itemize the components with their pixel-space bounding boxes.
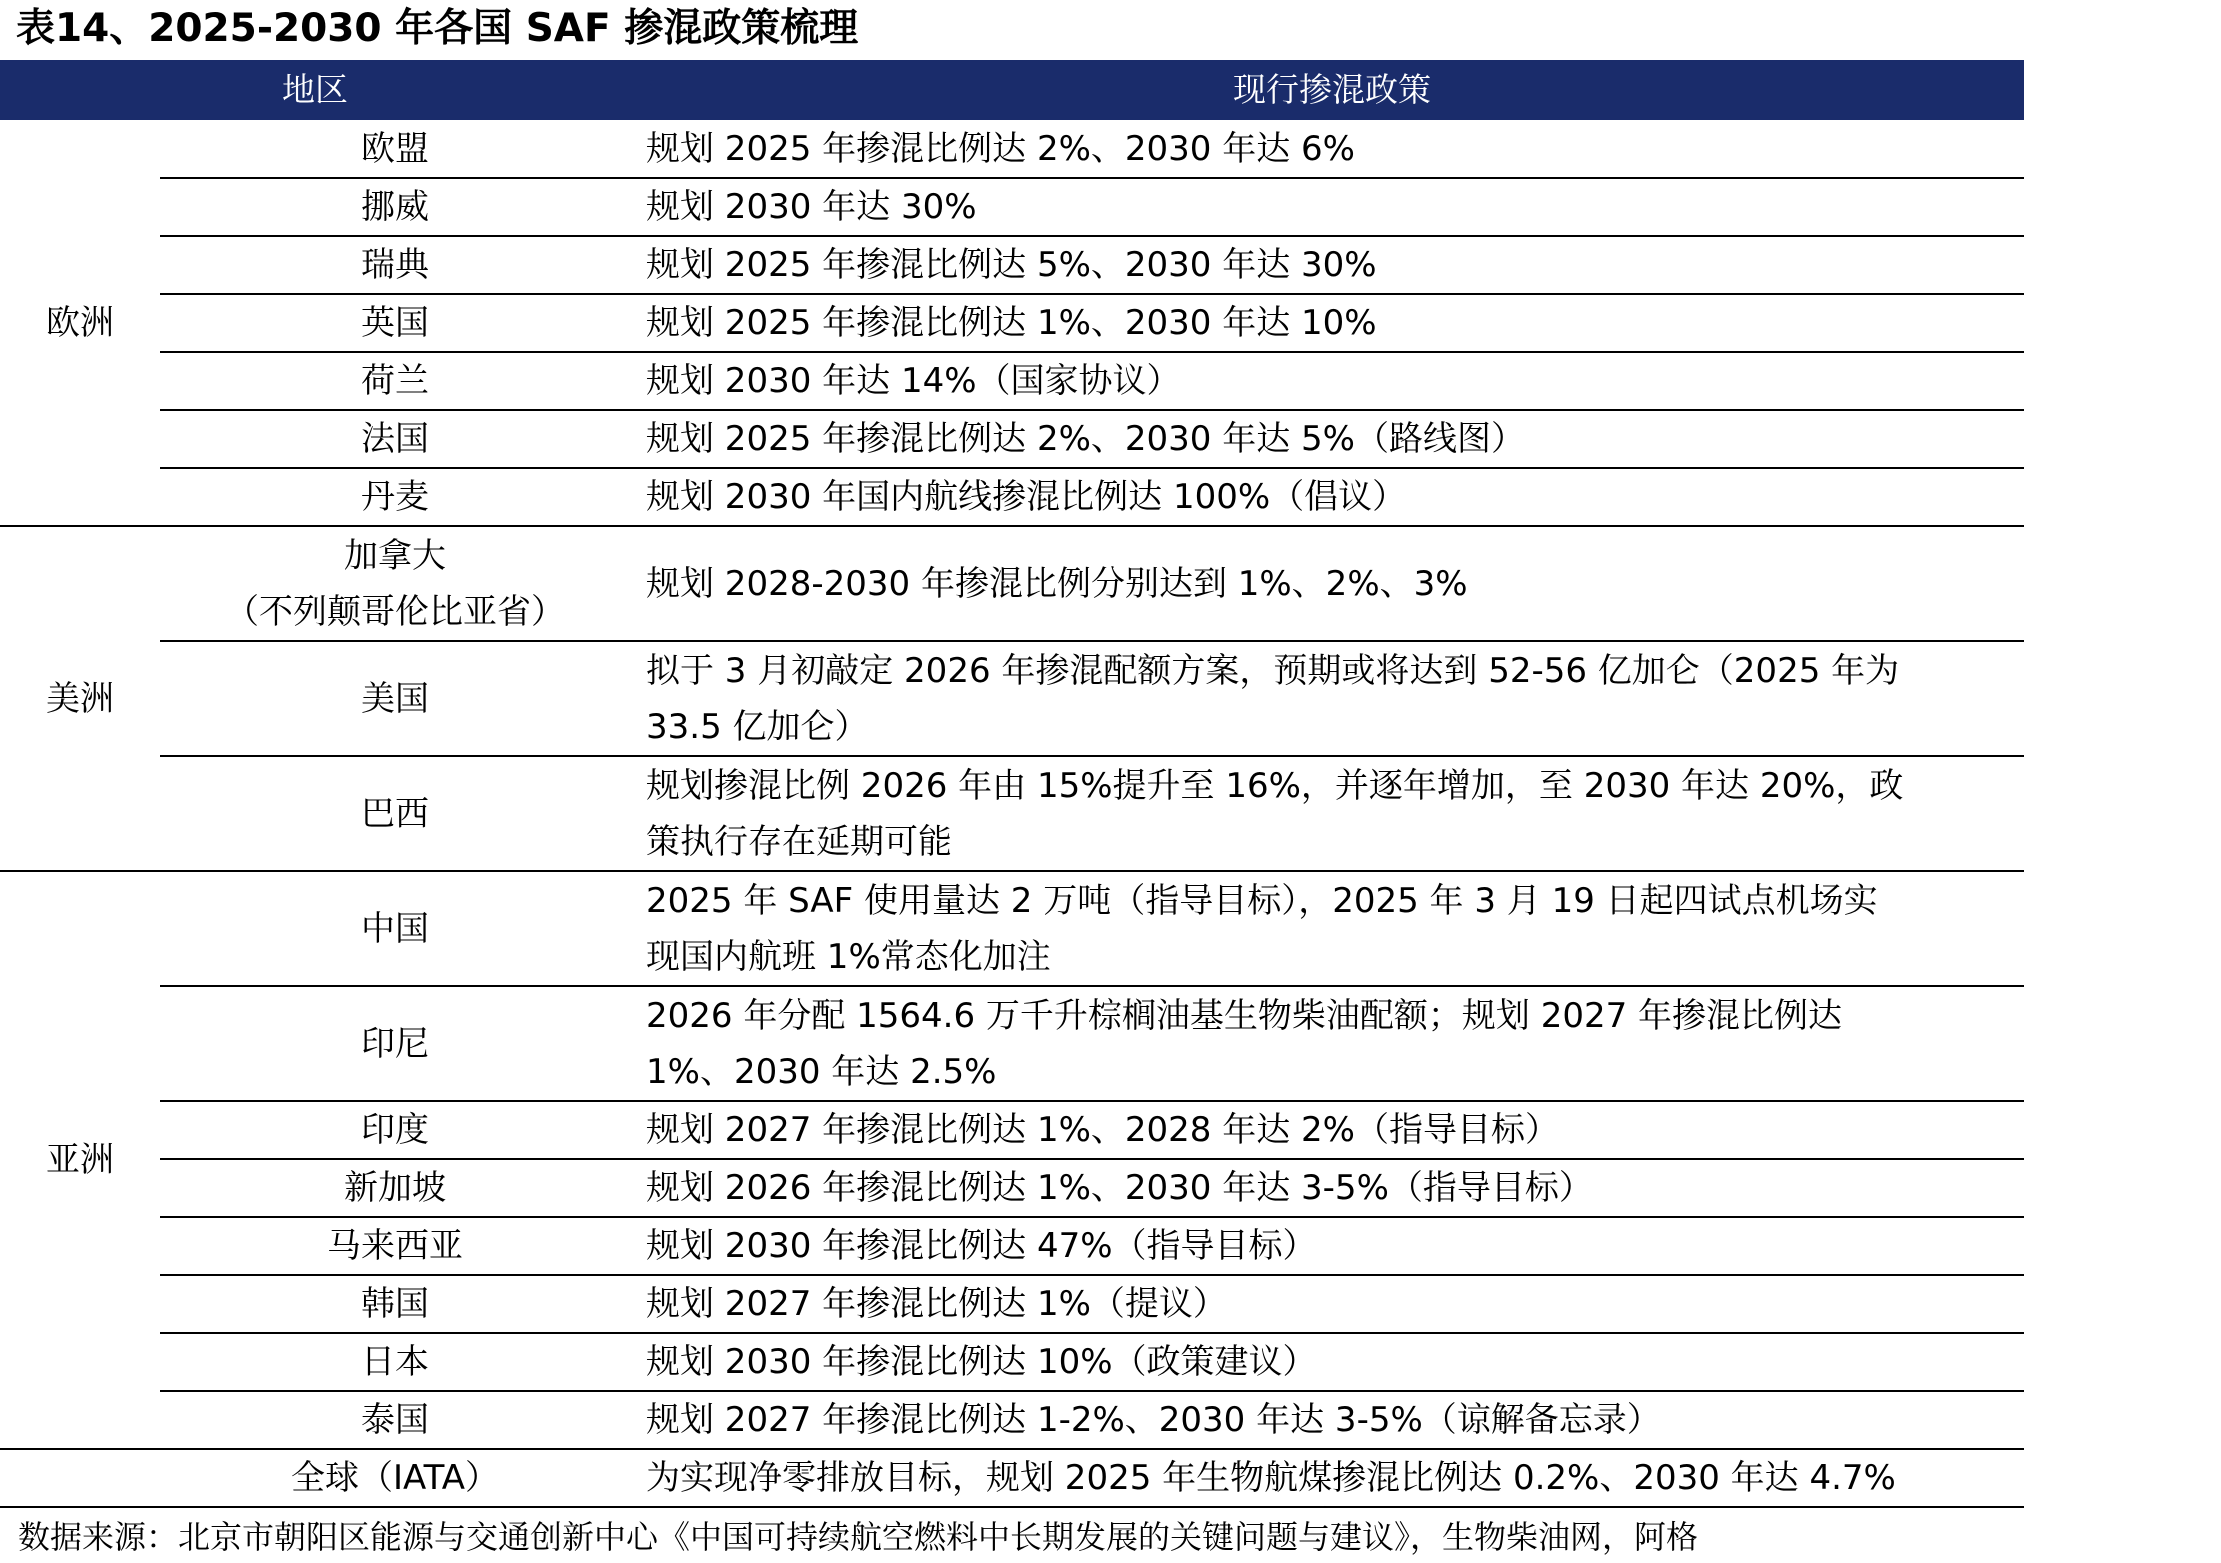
continent-cell: 美洲: [46, 678, 114, 719]
country-cell: 泰国: [361, 1400, 429, 1440]
policy-cell: 规划 2030 年国内航线掺混比例达 100%（倡议）: [646, 477, 1407, 517]
policy-cell: 2026 年分配 1564.6 万千升棕榈油基生物柴油配额；规划 2027 年掺混比例达 1%、2030 年达 2.5%: [646, 995, 1843, 1092]
country-cell: 瑞典: [361, 245, 429, 285]
policy-cell: 规划 2030 年达 30%: [646, 187, 977, 227]
country-cell: 挪威: [361, 187, 429, 227]
policy-cell: 规划 2030 年掺混比例达 10%（政策建议）: [646, 1342, 1317, 1382]
continent-cell: 亚洲: [46, 1140, 114, 1180]
country-cell: 加拿大 （不列颠哥伦比亚省）: [225, 535, 565, 632]
country-cell: 欧盟: [361, 129, 429, 169]
country-cell: 印尼: [361, 1023, 429, 1064]
country-cell: 中国: [361, 908, 429, 949]
country-cell: 印度: [361, 1110, 429, 1150]
header-policy: 现行掺混政策: [1233, 70, 1431, 109]
policy-cell: 规划 2027 年掺混比例达 1%（提议）: [646, 1284, 1227, 1324]
table-title: 表14、2025-2030 年各国 SAF 掺混政策梳理: [16, 6, 859, 51]
policy-cell: 规划 2028-2030 年掺混比例分别达到 1%、2%、3%: [646, 563, 1468, 604]
row-divider: [0, 1506, 2024, 1508]
country-cell: 法国: [361, 419, 429, 459]
country-cell: 马来西亚: [327, 1226, 463, 1266]
header-region: 地区: [282, 70, 348, 109]
table-header: [0, 60, 2024, 120]
policy-cell: 规划 2025 年掺混比例达 2%、2030 年达 5%（路线图）: [646, 419, 1525, 459]
source-note: 数据来源：北京市朝阳区能源与交通创新中心《中国可持续航空燃料中长期发展的关键问题与建议》，生物柴油网，阿格: [18, 1518, 1699, 1556]
country-cell: 巴西: [361, 793, 429, 834]
policy-cell: 规划 2030 年掺混比例达 47%（指导目标）: [646, 1226, 1317, 1266]
policy-cell: 为实现净零排放目标，规划 2025 年生物航煤掺混比例达 0.2%、2030 年达 4.7%: [646, 1458, 1896, 1498]
policy-cell: 规划 2026 年掺混比例达 1%、2030 年达 3-5%（指导目标）: [646, 1168, 1593, 1208]
policy-cell: 拟于 3 月初敲定 2026 年掺混配额方案，预期或将达到 52-56 亿加仑（2025 年为 33.5 亿加仑）: [646, 650, 1900, 747]
country-cell: 韩国: [361, 1284, 429, 1324]
policy-cell: 规划 2030 年达 14%（国家协议）: [646, 361, 1181, 401]
policy-cell: 规划 2025 年掺混比例达 1%、2030 年达 10%: [646, 303, 1377, 343]
country-cell: 丹麦: [361, 477, 429, 517]
country-cell: 全球（IATA）: [290, 1458, 500, 1498]
country-cell: 日本: [361, 1342, 429, 1382]
policy-cell: 规划 2025 年掺混比例达 5%、2030 年达 30%: [646, 245, 1377, 285]
policy-cell: 2025 年 SAF 使用量达 2 万吨（指导目标），2025 年 3 月 19 日起四试点机场实 现国内航班 1%常态化加注: [646, 880, 1878, 977]
policy-cell: 规划 2027 年掺混比例达 1-2%、2030 年达 3-5%（谅解备忘录）: [646, 1400, 1661, 1440]
country-cell: 新加坡: [344, 1168, 446, 1208]
policy-cell: 规划掺混比例 2026 年由 15%提升至 16%，并逐年增加，至 2030 年达 20%，政 策执行存在延期可能: [646, 765, 1904, 862]
country-cell: 荷兰: [361, 361, 429, 401]
country-cell: 美国: [361, 678, 429, 719]
policy-cell: 规划 2027 年掺混比例达 1%、2028 年达 2%（指导目标）: [646, 1110, 1559, 1150]
country-cell: 英国: [361, 303, 429, 343]
policy-cell: 规划 2025 年掺混比例达 2%、2030 年达 6%: [646, 129, 1355, 169]
continent-cell: 欧洲: [46, 303, 114, 343]
